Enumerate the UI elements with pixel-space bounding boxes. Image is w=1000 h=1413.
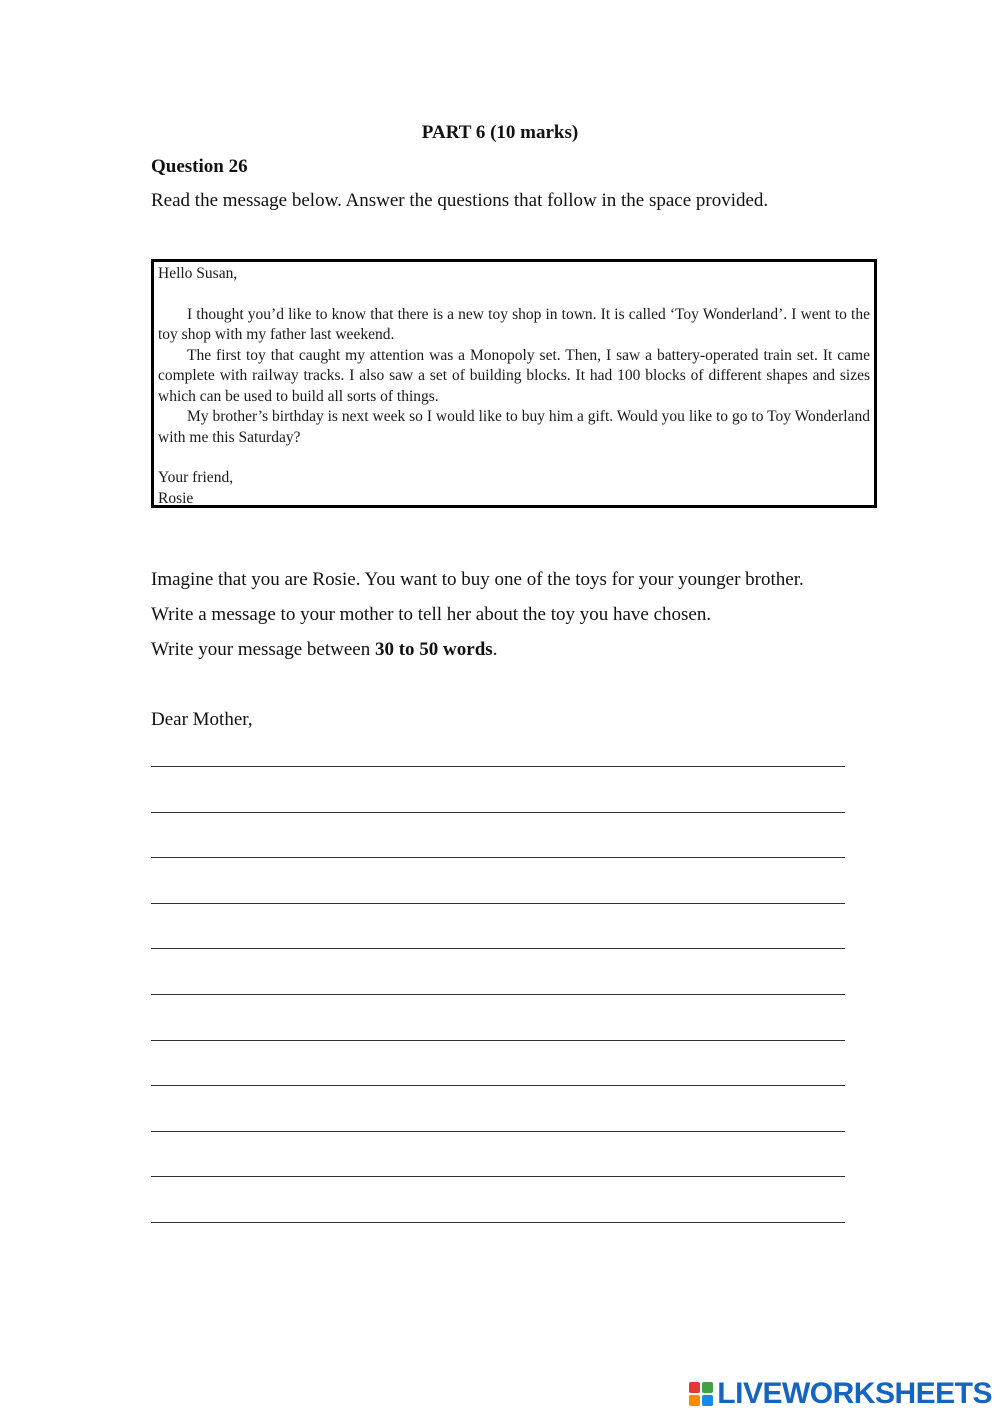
- task-line-2: Write a message to your mother to tell her about the toy you have chosen.: [151, 604, 712, 625]
- answer-line[interactable]: [151, 1041, 845, 1087]
- word-limit: 30 to 50 words: [374, 639, 493, 660]
- part-title: PART 6 (10 marks): [421, 122, 579, 143]
- answer-salutation: Dear Mother,: [151, 709, 253, 730]
- answer-line[interactable]: [151, 767, 845, 813]
- liveworksheets-logo: [689, 1376, 992, 1412]
- question-title: Question 26: [151, 156, 248, 177]
- answer-lines: [151, 730, 845, 1223]
- logo-blocks-icon: [689, 1382, 713, 1406]
- answer-line[interactable]: [151, 1132, 845, 1178]
- answer-line[interactable]: [151, 813, 845, 859]
- answer-line[interactable]: [151, 1177, 845, 1223]
- message-closing: Your friend,: [158, 469, 234, 486]
- answer-line[interactable]: [151, 904, 845, 950]
- message-paragraph: I thought you’d like to know that there is a new toy shop in town. It is called ‘Toy Wonderland’. I went to the toy shop with my father last weekend.: [158, 305, 870, 343]
- message-paragraph: My brother’s birthday is next week so I would like to buy him a gift. Would you like to go to Toy Wonderland with me this Saturday?: [158, 408, 870, 446]
- task-line-3: Write your message between 30 to 50 words.: [151, 639, 498, 660]
- message-paragraph: The first toy that caught my attention was a Monopoly set. Then, I saw a battery-operated train set. It came complete with railway tracks. I also saw a set of building blocks. It had 100 blocks of different shapes and sizes which can be used to build all sorts of things.: [158, 346, 870, 405]
- instruction-text: Read the message below. Answer the questions that follow in the space provided.: [151, 190, 769, 211]
- logo-text: LIVEWORKSHEETS: [717, 1377, 992, 1410]
- task-line-1: Imagine that you are Rosie. You want to buy one of the toys for your younger brother.: [151, 569, 804, 590]
- answer-line[interactable]: [151, 995, 845, 1041]
- answer-line[interactable]: [151, 1086, 845, 1132]
- message-greeting: Hello Susan,: [158, 265, 238, 282]
- answer-line[interactable]: [151, 858, 845, 904]
- message-signature: Rosie: [158, 489, 194, 507]
- answer-line[interactable]: [151, 949, 845, 995]
- message-box: [151, 259, 877, 508]
- answer-line[interactable]: [151, 730, 845, 767]
